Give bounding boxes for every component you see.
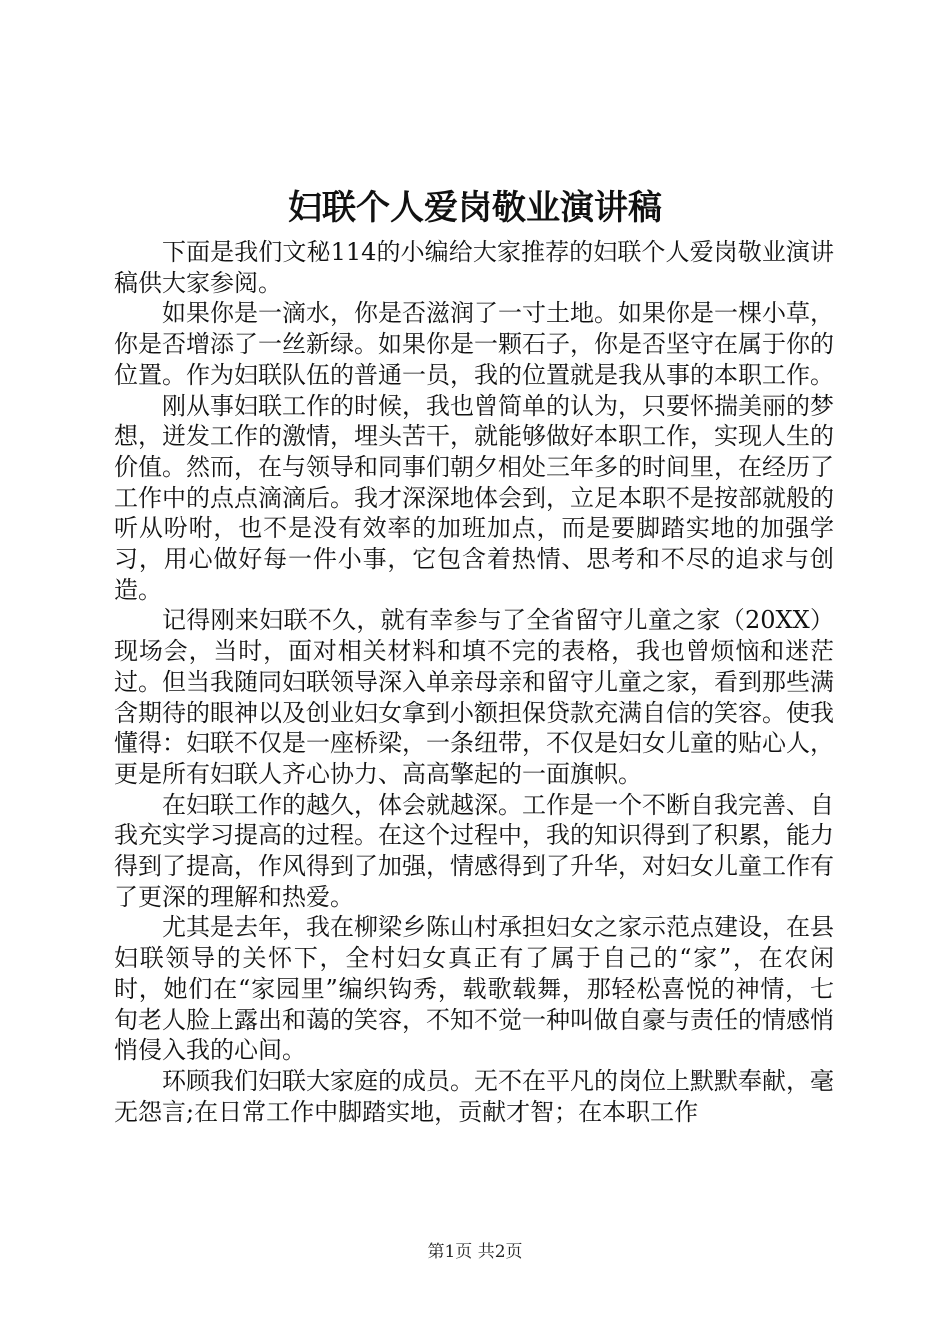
paragraph: 环顾我们妇联大家庭的成员。无不在平凡的岗位上默默奉献，毫无怨言;在日常工作中脚踏实地，贡献才智；在本职工作 <box>114 1066 834 1126</box>
paragraph: 如果你是一滴水，你是否滋润了一寸土地。如果你是一棵小草，你是否增添了一丝新绿。如果你是一颗石子，你是否坚守在属于你的位置。作为妇联队伍的普通一员，我的位置就是我从事的本职工作。 <box>114 299 834 389</box>
document-title: 妇联个人爱岗敬业演讲稿 <box>288 188 662 228</box>
paragraph-intro: 下面是我们文秘114的小编给大家推荐的妇联个人爱岗敬业演讲稿供大家参阅。 <box>114 238 834 297</box>
paragraph: 尤其是去年，我在柳梁乡陈山村承担妇女之家示范点建设，在县妇联领导的关怀下，全村妇女真正有了属于自己的“家”，在农闲时，她们在“家园里”编织钩秀，载歌载舞，那轻松喜悦的神情，七旬老人脸上露出和蔼的笑容，不知不觉一种叫做自豪与责任的情感悄悄侵入我的心间。 <box>114 913 834 1065</box>
page-footer: 第1页 共2页 <box>427 1242 523 1262</box>
paragraph: 刚从事妇联工作的时候，我也曾简单的认为，只要怀揣美丽的梦想，迸发工作的激情，埋头苦干，就能够做好本职工作，实现人生的价值。然而，在与领导和同事们朝夕相处三年多的时间里，在经历了工作中的点点滴滴后。我才深深地体会到，立足本职不是按部就般的听从吩咐，也不是没有效率的加班加点，而是要脚踏实地的加强学习，用心做好每一件小事，它包含着热情、思考和不尽的追求与创造。 <box>114 391 834 604</box>
paragraph: 记得刚来妇联不久，就有幸参与了全省留守儿童之家（20XX）现场会，当时，面对相关材料和填不完的表格，我也曾烦恼和迷茫过。但当我随同妇联领导深入单亲母亲和留守儿童之家，看到那些满含期待的眼神以及创业妇女拿到小额担保贷款充满自信的笑容。使我懂得：妇联不仅是一座桥梁，一条纽带，不仅是妇女儿童的贴心人，更是所有妇联人齐心协力、高高擎起的一面旗帜。 <box>114 606 834 788</box>
document-body <box>114 237 834 1127</box>
paragraph: 在妇联工作的越久，体会就越深。工作是一个不断自我完善、自我充实学习提高的过程。在这个过程中，我的知识得到了积累，能力得到了提高，作风得到了加强，情感得到了升华，对妇女儿童工作有了更深的理解和热爱。 <box>114 790 834 911</box>
